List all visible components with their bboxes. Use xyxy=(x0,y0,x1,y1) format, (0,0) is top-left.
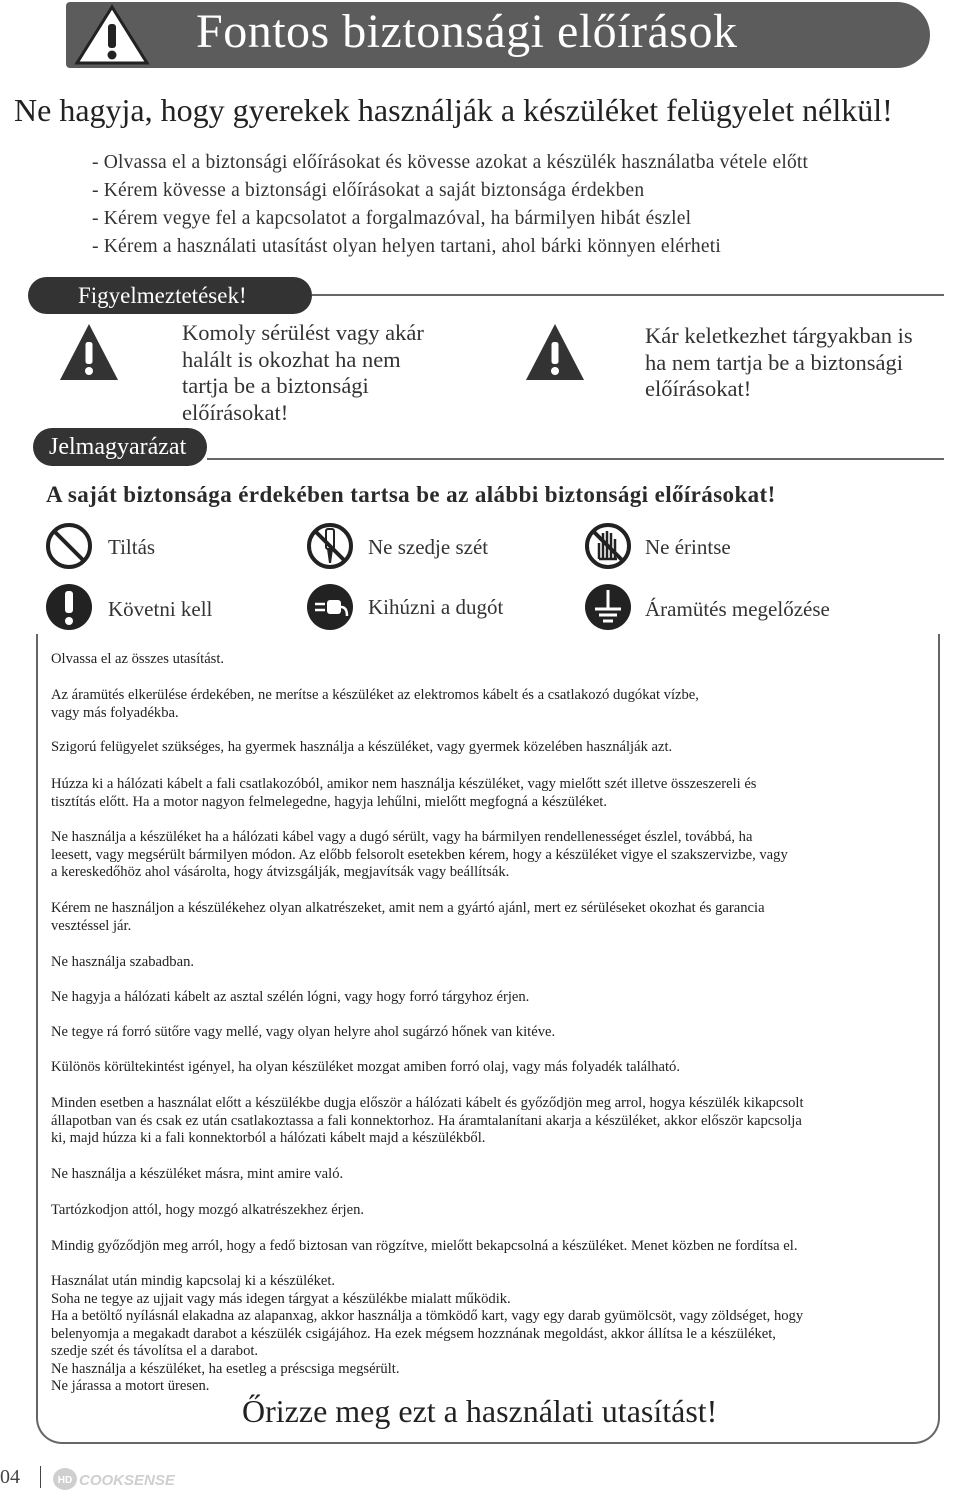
instruction-paragraph: Szigorú felügyelet szükséges, ha gyermek használja a készüléket, vagy gyermek közelében használják azt. xyxy=(51,739,673,755)
instruction-paragraph: Ne használja szabadban. xyxy=(51,954,195,970)
instruction-paragraph: Ne használja a készüléket ha a hálózati kábel vagy a dugó sérült, vagy ha bármilyen rendellenességet észlel, továbbá, ha leesett, vagy megsérült bármilyen módon. Az előbb felsorolt esetekben kérem, hogy a készüléket vigye el szakszervizbe, vagy a kereskedőhöz ahol vásárolta, hogy átvizsgálják, megjavítsák vagy beállítsák. xyxy=(51,829,788,880)
page-number: 04 xyxy=(0,1466,20,1488)
intro-line: - Kérem kövesse a biztonsági előírásokat a saját biztonsága érdekben xyxy=(92,180,645,201)
symbol-label: Ne érintse xyxy=(645,535,731,559)
legend-heading: A saját biztonsága érdekében tartsa be az alábbi biztonsági előírásokat! xyxy=(46,482,776,507)
symbol-label: Követni kell xyxy=(108,597,213,621)
instruction-paragraph: Ne tegye rá forró sütőre vagy mellé, vagy olyan helyre ahol sugárzó hőnek van kitéve. xyxy=(51,1024,556,1040)
warning-text-damage: Kár keletkezhet tárgyakban is ha nem tartja be a biztonsági előírásokat! xyxy=(645,323,913,401)
warning-triangle-icon xyxy=(74,4,150,66)
symbol-label: Kihúzni a dugót xyxy=(368,595,504,619)
instruction-paragraph: Az áramütés elkerülése érdekében, ne merítse a készüléket az elektromos kábelt és a csatlakozó dugókat vízbe, vagy más folyadékba. xyxy=(51,687,699,721)
no-touch-icon xyxy=(583,521,633,571)
page-title: Fontos biztonsági előírások xyxy=(196,5,738,58)
instruction-paragraph: Különös körültekintést igényel, ha olyan készüléket mozgat amiben forró olaj, vagy más folyadék található. xyxy=(51,1059,680,1075)
instruction-paragraph: Kérem ne használjon a készülékehez olyan alkatrészeket, amit nem a gyártó ajánl, mert ez sérüléseket okozhat és garancia vesztéssel jár. xyxy=(51,900,765,934)
brand-logo-icon xyxy=(52,1466,175,1492)
svg-text:COOKSENSE: COOKSENSE xyxy=(79,1472,175,1489)
symbol-label: Tiltás xyxy=(108,535,156,559)
mandatory-exclamation-icon xyxy=(44,582,94,632)
instruction-paragraph: Minden esetben a használat előtt a készülékbe dugja először a hálózati kábelt és győződjön meg arrol, hogya készülék kikapcsolt állapotban van és csak ez után csatlakoztassa a fali konnektorhoz. Ha áramtalanítani akarja a készüléket, akkor először kapcsolja ki, majd húzza ki a fali konnektorból a hálózati kábelt majd a készülékből. xyxy=(51,1095,804,1146)
warnings-label: Figyelmeztetések! xyxy=(28,277,312,314)
instruction-paragraph: Használat után mindig kapcsolaj ki a készüléket. Soha ne tegye az ujjait vagy más idegen tárgyat a készülékbe mialatt működik. Ha a betöltő nyílásnál elakadna az alapanxag, akkor használja a tömködő kart, vagy egy darab gyümölcsöt, vagy zöldséget, hogy belenyomja a megakadt darabot a készülék csigájához. Ha ezek mégsem hozznának megoldást, akkor állítsa le a készüléket, szedje szét és távolítsa el a darabot. Ne használja a készüléket, ha esetleg a préscsiga megsérült. Ne járassa a motort üresen. xyxy=(51,1273,804,1394)
symbol-label: Áramütés megelőzése xyxy=(645,597,830,621)
intro-line: - Kérem a használati utasítást olyan helyen tartani, ahol bárki könnyen elérheti xyxy=(92,236,721,257)
intro-line: - Olvassa el a biztonsági előírásokat és kövesse azokat a készülék használatba vétele előtt xyxy=(92,152,809,173)
warning-triangle-icon xyxy=(524,322,586,382)
instruction-paragraph: Ne használja a készüléket másra, mint amire való. xyxy=(51,1166,344,1182)
warning-triangle-icon xyxy=(58,322,120,382)
closing-text: Őrizze meg ezt a használati utasítást! xyxy=(238,1393,721,1430)
legend-label: Jelmagyarázat xyxy=(33,428,207,466)
main-warning-text: Ne hagyja, hogy gyerekek használják a készüléket felügyelet nélkül! xyxy=(14,92,893,128)
symbol-label: Ne szedje szét xyxy=(368,535,489,559)
instruction-paragraph: Mindig győződjön meg arról, hogy a fedő biztosan van rögzítve, mielőtt bekapcsolná a készüléket. Menet közben ne fordítsa el. xyxy=(51,1238,798,1254)
no-disassemble-icon xyxy=(305,521,355,571)
svg-text:HD: HD xyxy=(57,1475,73,1486)
instruction-paragraph: Olvassa el az összes utasítást. xyxy=(51,651,225,667)
instruction-paragraph: Tartózkodjon attól, hogy mozgó alkatrészekhez érjen. xyxy=(51,1202,365,1218)
intro-line: - Kérem vegye fel a kapcsolatot a forgalmazóval, ha bármilyen hibát észlel xyxy=(92,208,692,229)
ground-icon xyxy=(583,582,633,632)
unplug-icon xyxy=(305,582,355,632)
footer-divider xyxy=(40,1466,41,1488)
instruction-paragraph: Ne hagyja a hálózati kábelt az asztal szélén lógni, vagy hogy forró tárgyhoz érjen. xyxy=(51,989,530,1005)
warning-text-injury: Komoly sérülést vagy akár halált is okozhat ha nem tartja be a biztonsági előírásokat! xyxy=(182,320,424,425)
section-divider xyxy=(207,458,944,460)
section-divider xyxy=(312,294,944,296)
instruction-paragraph: Húzza ki a hálózati kábelt a fali csatlakozóból, amikor nem használja készüléket, vagy mielőtt szét illetve összeszereli és tisztítás előtt. Ha a motor nagyon felmelegedne, hagyja lehűlni, mielőtt megfogná a készüléket. xyxy=(51,776,757,810)
prohibition-icon xyxy=(44,521,94,571)
